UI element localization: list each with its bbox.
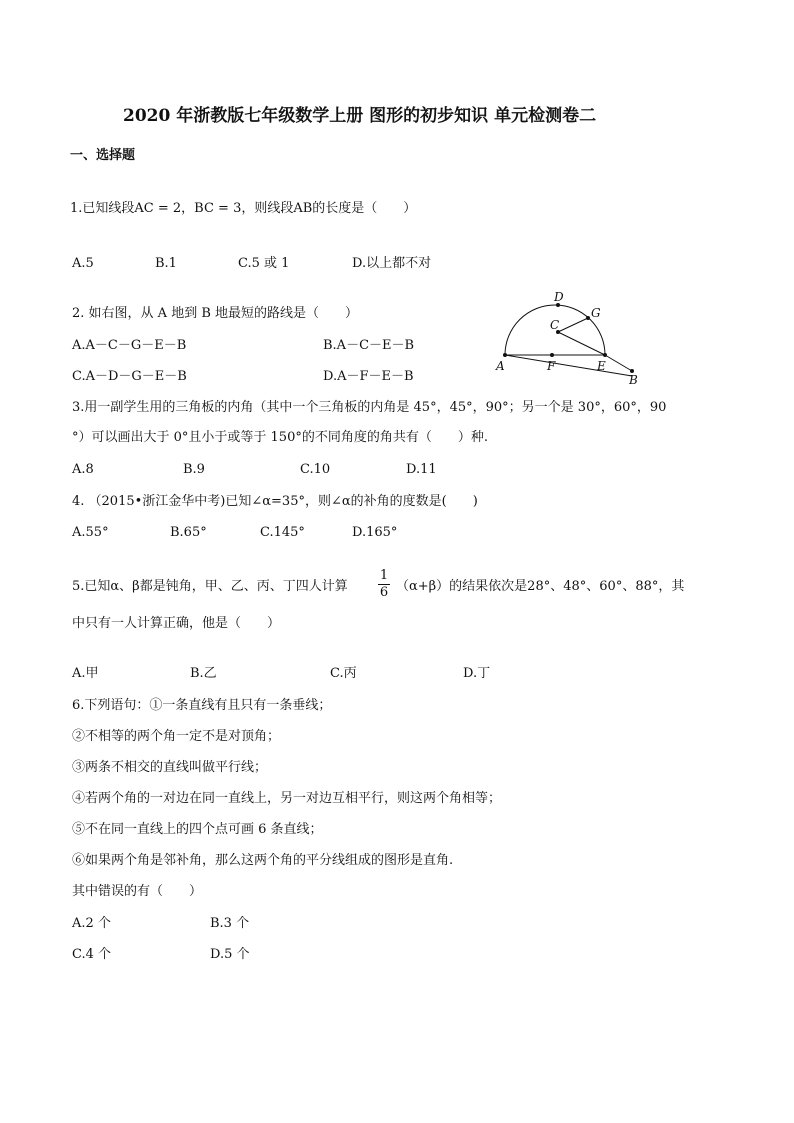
q6-line: ②不相等的两个角一定不是对顶角； xyxy=(72,729,281,744)
q4-option-b: B.65° xyxy=(170,525,207,540)
q2-option-b: B.A－C－E－B xyxy=(323,338,415,353)
label-a: A xyxy=(496,359,505,373)
q3-option-b: B.9 xyxy=(183,462,205,477)
q5-fraction-numerator: 1 xyxy=(379,568,389,583)
label-f: F xyxy=(547,359,556,373)
q6-line: ④若两个角的一对边在同一直线上，另一对边互相平行，则这两个角相等； xyxy=(72,791,502,806)
label-b: B xyxy=(629,373,638,387)
q6-line: ③两条不相交的直线叫做平行线； xyxy=(72,760,268,775)
point-a xyxy=(503,353,507,357)
q6-line: 其中错误的有（ ） xyxy=(72,884,203,899)
label-g: G xyxy=(591,306,601,320)
q1-stem: 1.已知线段AC = 2，BC = 3，则线段AB的长度是（ ） xyxy=(70,201,417,216)
q6-line: ⑥如果两个角是邻补角，那么这两个角的平分线组成的图形是直角. xyxy=(72,853,454,868)
q3-line2: °）可以画出大于 0°且小于或等于 150°的不同角度的角共有（ ）种. xyxy=(72,430,488,445)
label-d: D xyxy=(554,290,564,304)
page-title: 2020 年浙教版七年级数学上册 图形的初步知识 单元检测卷二 xyxy=(123,106,597,126)
point-g xyxy=(586,316,590,320)
q6-option-d: D.5 个 xyxy=(210,947,250,962)
q2-option-d: D.A－F－E－B xyxy=(323,369,414,384)
section-heading: 一、选择题 xyxy=(70,148,136,163)
q1-option-b: B.1 xyxy=(155,256,177,271)
q5-option-c: C.丙 xyxy=(330,666,357,681)
q6-option-b: B.3 个 xyxy=(210,916,250,931)
q5-option-a: A.甲 xyxy=(72,666,99,681)
q2-figure xyxy=(490,288,650,388)
q1-option-a: A.5 xyxy=(72,256,94,271)
segment-ce xyxy=(558,332,605,355)
q1-option-c: C.5 或 1 xyxy=(238,256,290,271)
q5-option-d: D.丁 xyxy=(463,666,491,681)
q2-option-a: A.A－C－G－E－B xyxy=(72,338,187,353)
q5-fraction-denominator: 6 xyxy=(379,585,389,600)
label-e: E xyxy=(597,359,606,373)
q6-line: ⑤不在同一直线上的四个点可画 6 条直线； xyxy=(72,822,323,837)
q3-option-a: A.8 xyxy=(72,462,94,477)
segment-ac-b xyxy=(505,355,632,376)
q3-line1: 3.用一副学生用的三角板的内角（其中一个三角板的内角是 45°，45°，90°；另一个是 30°，60°，90 xyxy=(72,400,667,415)
q5-line2: 中只有一人计算正确，他是（ ） xyxy=(72,616,281,631)
q5-line1-a: 5.已知α、β都是钝角，甲、乙、丙、丁四人计算 xyxy=(72,579,348,594)
q2-option-c: C.A－D－G－E－B xyxy=(72,369,187,384)
q4-option-c: C.145° xyxy=(260,525,305,540)
q3-option-d: D.11 xyxy=(406,462,437,477)
q4-option-a: A.55° xyxy=(72,525,109,540)
q5-line1-b: （α+β）的结果依次是28°、48°、60°、88°，其 xyxy=(396,579,685,594)
q6-line: 6.下列语句：①一条直线有且只有一条垂线； xyxy=(72,698,332,713)
q5-option-b: B.乙 xyxy=(190,666,217,681)
q1-option-d: D.以上都不对 xyxy=(352,256,432,271)
label-c: C xyxy=(550,318,560,332)
q4-option-d: D.165° xyxy=(352,525,398,540)
q2-stem: 2. 如右图，从 A 地到 B 地最短的路线是（ ） xyxy=(72,306,359,321)
q6-option-a: A.2 个 xyxy=(72,916,111,931)
point-f xyxy=(550,353,554,357)
segment-e-b xyxy=(605,355,632,371)
q6-option-c: C.4 个 xyxy=(72,947,112,962)
q3-option-c: C.10 xyxy=(300,462,331,477)
q4-stem: 4. （2015•浙江金华中考)已知∠α=35°，则∠α的补角的度数是( ) xyxy=(72,494,478,509)
point-e xyxy=(603,353,607,357)
q5-fraction xyxy=(378,569,390,600)
segment-c-g xyxy=(558,318,588,332)
